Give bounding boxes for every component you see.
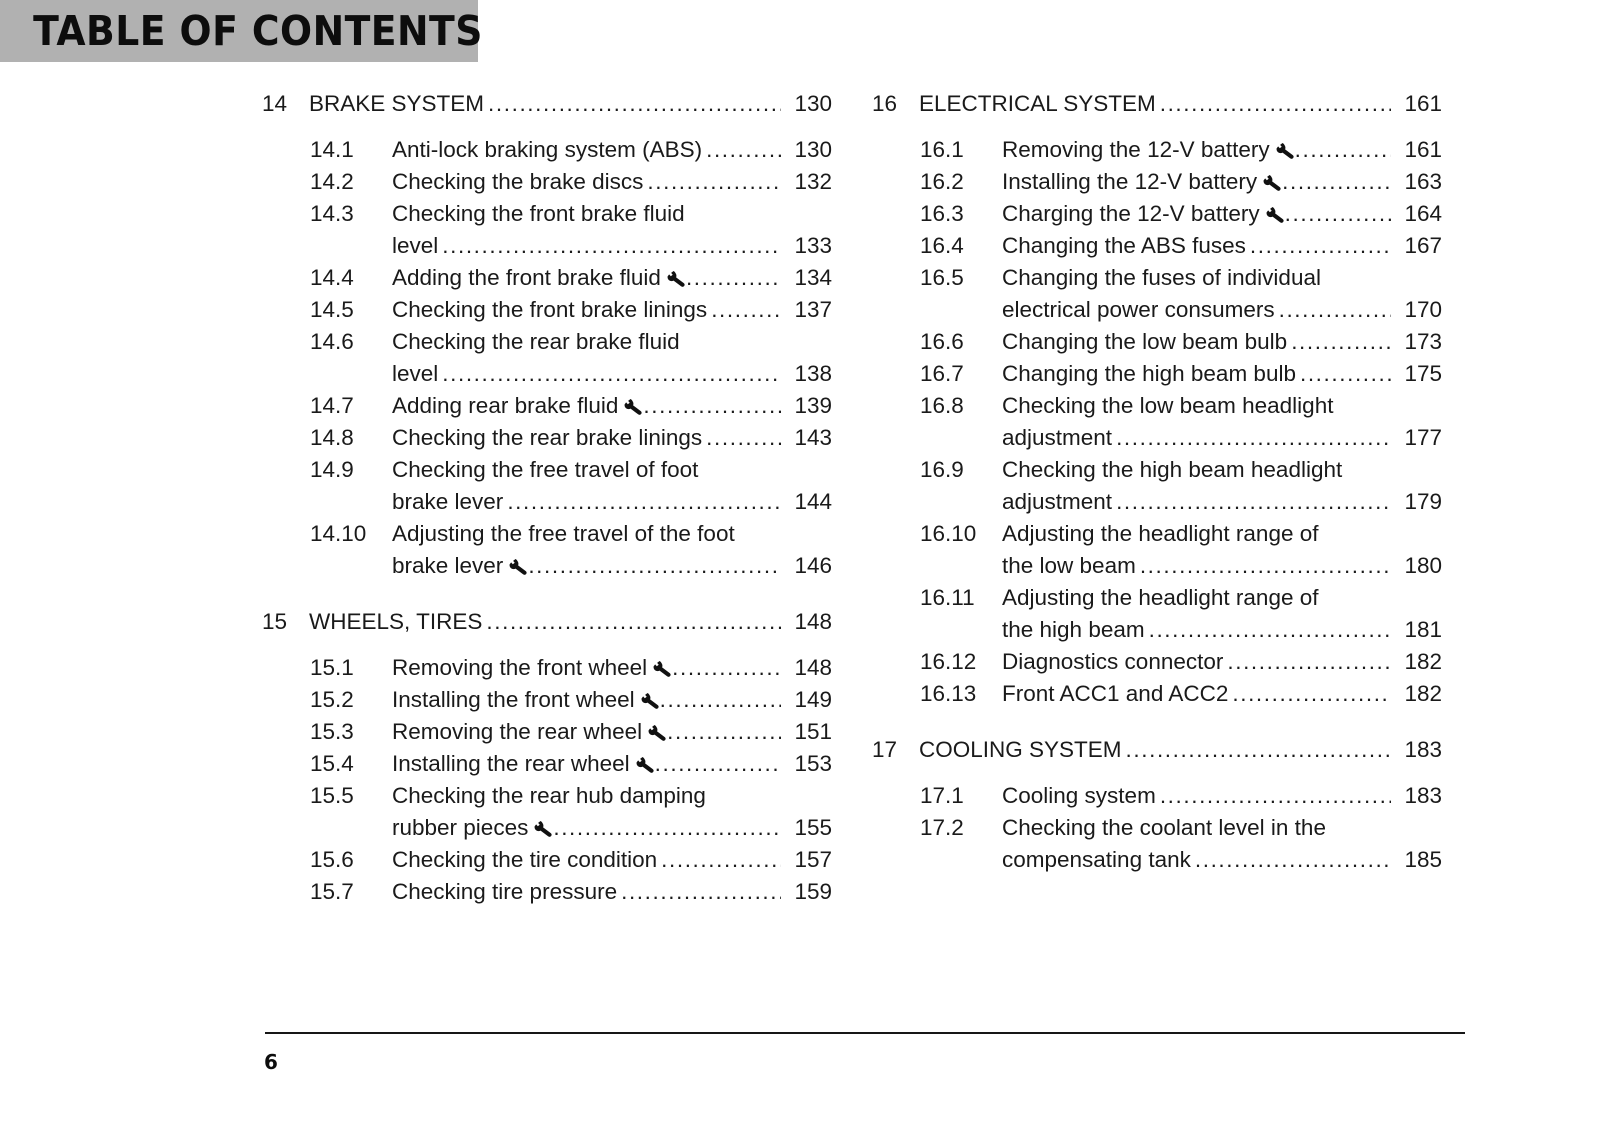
subsection-line [392, 294, 832, 326]
page-number: 139 [794, 393, 832, 418]
dot-leader [553, 812, 781, 844]
subsection-number: 16.2 [920, 169, 964, 194]
subsection-number: 14.3 [310, 201, 354, 226]
dot-leader [1232, 678, 1391, 710]
toc-subsection-row[interactable] [262, 844, 832, 876]
page-number: 170 [1404, 297, 1442, 322]
subsection-line [1002, 166, 1442, 198]
subsection-line [392, 358, 832, 390]
dot-leader [1279, 294, 1391, 326]
page-number: 177 [1404, 425, 1442, 450]
subsection-line [392, 390, 832, 422]
subsection-line [392, 684, 832, 716]
subsection-body [1002, 166, 1442, 198]
subsection-title: adjustment [1002, 425, 1113, 450]
toc-subsection-group [262, 652, 832, 908]
page-number: 163 [1404, 169, 1442, 194]
page-number: 182 [1404, 681, 1442, 706]
subsection-line [392, 454, 832, 486]
toc-subsection-row[interactable] [872, 812, 1442, 876]
subsection-number: 16.10 [920, 521, 977, 546]
subsection-title: brake lever [392, 553, 504, 578]
subsection-number: 14.7 [310, 393, 354, 418]
subsection-number: 16.13 [920, 681, 977, 706]
dot-leader [667, 716, 781, 748]
subsection-title: Changing the high beam bulb [1002, 361, 1296, 386]
subsection-title: Checking the coolant level in the [1002, 815, 1326, 840]
dot-leader [442, 358, 781, 390]
toc-subsection-row[interactable] [872, 454, 1442, 518]
subsection-title: Adjusting the headlight range of [1002, 585, 1319, 610]
subsection-number: 14.10 [310, 521, 367, 546]
subsection-title: Checking the free travel of foot [392, 457, 699, 482]
page-number: 133 [794, 233, 832, 258]
toc-subsection-row[interactable] [262, 716, 832, 748]
subsection-number: 16.9 [920, 457, 964, 482]
dot-leader [647, 166, 781, 198]
toc-chapter-row[interactable] [872, 88, 1442, 120]
chapter-number: 16 [872, 91, 898, 116]
dot-leader [1285, 198, 1391, 230]
subsection-title: Checking the rear brake fluid [392, 329, 680, 354]
toc-subsection-row[interactable] [872, 198, 1442, 230]
page-number: 159 [794, 879, 832, 904]
toc-subsection-row[interactable] [262, 198, 832, 262]
dot-leader [1116, 422, 1391, 454]
page-number: 149 [794, 687, 832, 712]
page-number: 148 [794, 655, 832, 680]
dot-leader [643, 390, 781, 422]
dot-leader [1295, 134, 1391, 166]
dot-leader [1160, 780, 1391, 812]
subsection-title: level [392, 361, 439, 386]
page-number: 175 [1404, 361, 1442, 386]
subsection-line [1002, 844, 1442, 876]
subsection-title: the low beam [1002, 553, 1136, 578]
page-number: 130 [794, 91, 832, 116]
subsection-body [392, 454, 832, 518]
subsection-line [392, 134, 832, 166]
page-number: 153 [794, 751, 832, 776]
subsection-line [1002, 422, 1442, 454]
subsection-line [392, 550, 832, 582]
subsection-line [392, 262, 832, 294]
subsection-line [392, 652, 832, 684]
subsection-title: Checking the high beam headlight [1002, 457, 1343, 482]
wrench-icon [636, 756, 655, 773]
dot-leader [706, 422, 781, 454]
subsection-number: 17.1 [920, 783, 964, 808]
toc-subsection-row[interactable] [872, 358, 1442, 390]
subsection-line [1002, 550, 1442, 582]
subsection-line [1002, 198, 1442, 230]
subsection-title: Checking the low beam headlight [1002, 393, 1334, 418]
subsection-number: 15.1 [310, 655, 354, 680]
subsection-number: 16.4 [920, 233, 964, 258]
subsection-number: 16.6 [920, 329, 964, 354]
toc-subsection-row[interactable] [262, 294, 832, 326]
subsection-title: Changing the fuses of individual [1002, 265, 1321, 290]
dot-leader [706, 134, 781, 166]
subsection-number: 15.6 [310, 847, 354, 872]
page-number: 161 [1404, 137, 1442, 162]
chapter-title: COOLING SYSTEM [919, 737, 1122, 762]
dot-leader [672, 652, 781, 684]
page-number: 173 [1404, 329, 1442, 354]
subsection-line [1002, 646, 1442, 678]
page-number: 134 [794, 265, 832, 290]
chapter-title: WHEELS, TIRES [309, 609, 483, 634]
toc-subsection-row[interactable] [262, 390, 832, 422]
subsection-number: 16.1 [920, 137, 964, 162]
toc-subsection-group [262, 134, 832, 582]
subsection-number: 14.4 [310, 265, 354, 290]
page-number: 181 [1404, 617, 1442, 642]
subsection-title: Adjusting the headlight range of [1002, 521, 1319, 546]
dot-leader [660, 684, 781, 716]
page-number: 138 [794, 361, 832, 386]
toc-chapter-row[interactable] [262, 606, 832, 638]
subsection-body [1002, 134, 1442, 166]
dot-leader [488, 88, 781, 120]
chapter-body [309, 606, 832, 638]
subsection-line [392, 230, 832, 262]
toc-subsection-row[interactable] [872, 134, 1442, 166]
page-number: 143 [794, 425, 832, 450]
subsection-number: 15.5 [310, 783, 354, 808]
subsection-line [392, 486, 832, 518]
chapter-number: 14 [262, 91, 288, 116]
subsection-title: Removing the rear wheel [392, 719, 643, 744]
subsection-number: 16.8 [920, 393, 964, 418]
subsection-title: electrical power consumers [1002, 297, 1275, 322]
subsection-title: the high beam [1002, 617, 1145, 642]
subsection-number: 17.2 [920, 815, 964, 840]
dot-leader [1149, 614, 1391, 646]
toc-subsection-row[interactable] [872, 326, 1442, 358]
subsection-body [1002, 646, 1442, 678]
wrench-icon [509, 558, 528, 575]
toc-column-right [872, 88, 1442, 876]
subsection-line [1002, 678, 1442, 710]
dot-leader [1195, 844, 1391, 876]
subsection-title: Front ACC1 and ACC2 [1002, 681, 1229, 706]
wrench-icon [624, 398, 643, 415]
toc-subsection-row[interactable] [262, 326, 832, 390]
dot-leader [442, 230, 781, 262]
subsection-title: Checking the front brake fluid [392, 201, 685, 226]
subsection-title: Diagnostics connector [1002, 649, 1224, 674]
page-number: 167 [1404, 233, 1442, 258]
subsection-title: Removing the front wheel [392, 655, 648, 680]
toc-subsection-row[interactable] [262, 422, 832, 454]
subsection-number: 15.7 [310, 879, 354, 904]
chapter-number: 15 [262, 609, 288, 634]
dot-leader [621, 876, 781, 908]
subsection-number: 16.11 [920, 585, 975, 610]
toc-subsection-row[interactable] [262, 780, 832, 844]
subsection-body [392, 748, 832, 780]
chapter-body [919, 734, 1442, 766]
subsection-number: 16.5 [920, 265, 964, 290]
subsection-title: Checking the rear brake linings [392, 425, 703, 450]
subsection-line [392, 716, 832, 748]
subsection-line [392, 166, 832, 198]
subsection-line [392, 198, 832, 230]
toc-chapter-row[interactable] [872, 734, 1442, 766]
subsection-title: Checking the tire condition [392, 847, 658, 872]
subsection-line [1002, 780, 1442, 812]
wrench-icon [641, 692, 660, 709]
toc-subsection-row[interactable] [262, 134, 832, 166]
subsection-line [1002, 614, 1442, 646]
subsection-number: 14.5 [310, 297, 354, 322]
dot-leader [1250, 230, 1391, 262]
subsection-number: 15.3 [310, 719, 354, 744]
subsection-body [392, 262, 832, 294]
toc-subsection-row[interactable] [262, 166, 832, 198]
subsection-number: 14.6 [310, 329, 354, 354]
subsection-line [392, 518, 832, 550]
subsection-line [392, 812, 832, 844]
subsection-body [1002, 358, 1442, 390]
wrench-icon [648, 724, 667, 741]
page-number: 132 [794, 169, 832, 194]
subsection-body [392, 198, 832, 262]
subsection-title: Adding the front brake fluid [392, 265, 661, 290]
chapter-spacer [872, 710, 1442, 734]
subsection-body [1002, 780, 1442, 812]
chapter-title: ELECTRICAL SYSTEM [919, 91, 1156, 116]
subsection-body [392, 422, 832, 454]
page-number: 185 [1404, 847, 1442, 872]
dot-leader [507, 486, 781, 518]
subsection-line [1002, 812, 1442, 844]
table-of-contents-banner [0, 0, 483, 62]
page-number: 183 [1404, 737, 1442, 762]
toc-subsection-row[interactable] [872, 230, 1442, 262]
subsection-body [1002, 230, 1442, 262]
page-number: 161 [1404, 91, 1442, 116]
toc-subsection-row[interactable] [262, 748, 832, 780]
subsection-body [392, 780, 832, 844]
subsection-title: Adding rear brake fluid [392, 393, 619, 418]
page-number: 164 [1404, 201, 1442, 226]
toc-subsection-row[interactable] [262, 876, 832, 908]
subsection-body [392, 326, 832, 390]
subsection-body [1002, 262, 1442, 326]
dot-leader [1140, 550, 1391, 582]
subsection-body [1002, 582, 1442, 646]
subsection-line [1002, 582, 1442, 614]
subsection-line [1002, 262, 1442, 294]
toc-subsection-row[interactable] [872, 780, 1442, 812]
page-title: TABLE OF CONTENTS [33, 7, 483, 55]
dot-leader [1291, 326, 1391, 358]
wrench-icon [1276, 142, 1295, 159]
wrench-icon [534, 820, 553, 837]
wrench-icon [653, 660, 672, 677]
page-number: 157 [794, 847, 832, 872]
subsection-body [392, 294, 832, 326]
subsection-body [1002, 198, 1442, 230]
subsection-body [1002, 326, 1442, 358]
subsection-body [392, 844, 832, 876]
subsection-number: 16.7 [920, 361, 964, 386]
subsection-body [392, 652, 832, 684]
subsection-title: rubber pieces [392, 815, 529, 840]
dot-leader [1227, 646, 1391, 678]
dot-leader [1282, 166, 1391, 198]
subsection-body [392, 876, 832, 908]
subsection-number: 15.2 [310, 687, 354, 712]
subsection-line [392, 876, 832, 908]
subsection-title: Charging the 12-V battery [1002, 201, 1260, 226]
subsection-number: 15.4 [310, 751, 354, 776]
toc-subsection-row[interactable] [872, 518, 1442, 582]
chapter-number: 17 [872, 737, 898, 762]
page-number: 155 [794, 815, 832, 840]
subsection-number: 14.1 [310, 137, 354, 162]
subsection-body [392, 518, 832, 582]
dot-leader [711, 294, 781, 326]
subsection-number: 14.8 [310, 425, 354, 450]
toc-subsection-row[interactable] [262, 684, 832, 716]
subsection-title: Checking the brake discs [392, 169, 644, 194]
subsection-body [1002, 518, 1442, 582]
subsection-title: Anti-lock braking system (ABS) [392, 137, 703, 162]
subsection-title: Checking tire pressure [392, 879, 618, 904]
subsection-line [1002, 390, 1442, 422]
subsection-body [392, 390, 832, 422]
subsection-title: Installing the 12-V battery [1002, 169, 1258, 194]
subsection-body [392, 716, 832, 748]
page-number: 179 [1404, 489, 1442, 514]
subsection-title: Changing the ABS fuses [1002, 233, 1246, 258]
page-number: 144 [794, 489, 832, 514]
toc-subsection-row[interactable] [872, 678, 1442, 710]
chapter-spacer [262, 582, 832, 606]
subsection-line [1002, 486, 1442, 518]
subsection-line [1002, 326, 1442, 358]
toc-chapter-row[interactable] [262, 88, 832, 120]
wrench-icon [1263, 174, 1282, 191]
subsection-line [392, 780, 832, 812]
subsection-number: 14.9 [310, 457, 354, 482]
dot-leader [655, 748, 781, 780]
subsection-line [1002, 358, 1442, 390]
page-number: 146 [794, 553, 832, 578]
toc-subsection-row[interactable] [872, 646, 1442, 678]
subsection-line [1002, 518, 1442, 550]
wrench-icon [1266, 206, 1285, 223]
subsection-line [392, 748, 832, 780]
dot-leader [1126, 734, 1391, 766]
subsection-line [1002, 454, 1442, 486]
subsection-line [1002, 134, 1442, 166]
subsection-title: compensating tank [1002, 847, 1191, 872]
dot-leader [661, 844, 781, 876]
subsection-number: 14.2 [310, 169, 354, 194]
subsection-title: Cooling system [1002, 783, 1156, 808]
subsection-title: Installing the front wheel [392, 687, 635, 712]
toc-subsection-row[interactable] [872, 166, 1442, 198]
toc-column-left [262, 88, 832, 908]
footer-divider [265, 1032, 1465, 1034]
subsection-body [392, 166, 832, 198]
subsection-line [392, 844, 832, 876]
toc-subsection-row[interactable] [262, 652, 832, 684]
toc-subsection-row[interactable] [872, 582, 1442, 646]
subsection-title: Changing the low beam bulb [1002, 329, 1288, 354]
toc-subsection-row[interactable] [262, 454, 832, 518]
dot-leader [486, 606, 781, 638]
footer-page-number: 6 [264, 1050, 278, 1074]
dot-leader [1300, 358, 1391, 390]
toc-subsection-row[interactable] [262, 262, 832, 294]
subsection-line [392, 422, 832, 454]
chapter-body [919, 88, 1442, 120]
subsection-number: 16.3 [920, 201, 964, 226]
subsection-line [392, 326, 832, 358]
toc-subsection-group [872, 780, 1442, 876]
page-number: 148 [794, 609, 832, 634]
subsection-title: Checking the rear hub damping [392, 783, 706, 808]
chapter-body [309, 88, 832, 120]
dot-leader [1116, 486, 1391, 518]
subsection-body [1002, 678, 1442, 710]
page-number: 182 [1404, 649, 1442, 674]
page-number: 180 [1404, 553, 1442, 578]
subsection-title: Removing the 12-V battery [1002, 137, 1270, 162]
wrench-icon [667, 270, 686, 287]
subsection-title: Installing the rear wheel [392, 751, 630, 776]
subsection-line [1002, 294, 1442, 326]
subsection-title: adjustment [1002, 489, 1113, 514]
subsection-number: 16.12 [920, 649, 977, 674]
dot-leader [686, 262, 781, 294]
page-number: 183 [1404, 783, 1442, 808]
toc-subsection-row[interactable] [872, 390, 1442, 454]
toc-subsection-row[interactable] [262, 518, 832, 582]
subsection-body [1002, 812, 1442, 876]
page-number: 130 [794, 137, 832, 162]
subsection-title: Checking the front brake linings [392, 297, 708, 322]
subsection-title: level [392, 233, 439, 258]
subsection-title: Adjusting the free travel of the foot [392, 521, 735, 546]
dot-leader [528, 550, 781, 582]
subsection-body [1002, 454, 1442, 518]
subsection-body [392, 134, 832, 166]
subsection-body [1002, 390, 1442, 454]
toc-subsection-group [872, 134, 1442, 710]
page-number: 151 [794, 719, 832, 744]
chapter-title: BRAKE SYSTEM [309, 91, 485, 116]
dot-leader [1160, 88, 1391, 120]
toc-subsection-row[interactable] [872, 262, 1442, 326]
page-number: 137 [794, 297, 832, 322]
subsection-body [392, 684, 832, 716]
subsection-title: brake lever [392, 489, 504, 514]
subsection-line [1002, 230, 1442, 262]
